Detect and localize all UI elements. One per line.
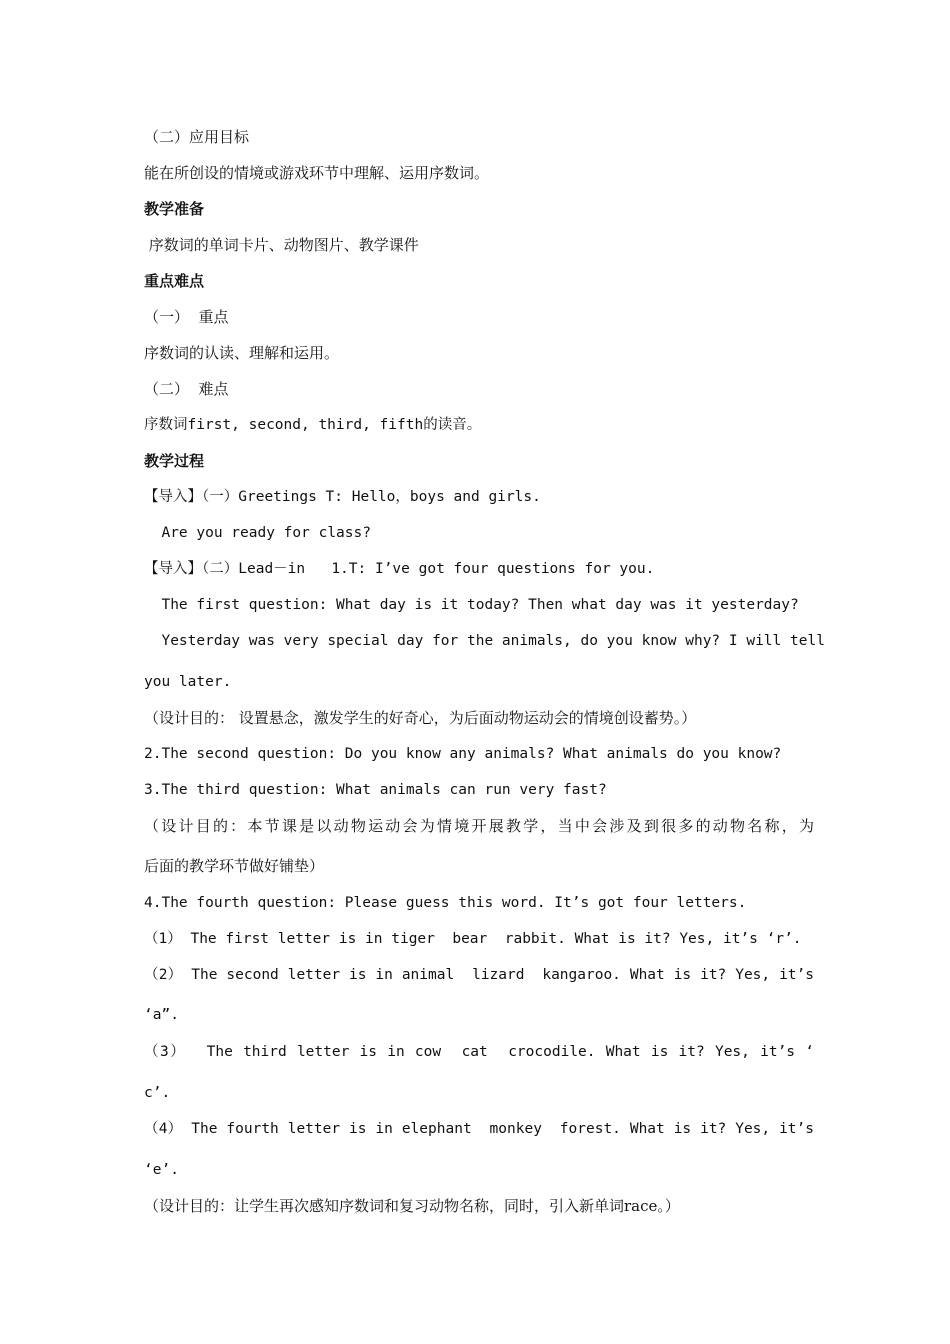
question-fourth: 4.The fourth question: Please guess this word. It’s got four letters. bbox=[144, 895, 747, 911]
subheading-difficult-point: （二） 难点 bbox=[144, 380, 229, 398]
lead-in-greetings: 【导入】（一）Greetings T: Hello，boys and girls. bbox=[144, 489, 541, 505]
question-second: 2.The second question: Do you know any animals? What animals do you know? bbox=[144, 746, 782, 762]
letter-clue-3-answer: c’. bbox=[144, 1085, 171, 1101]
section-heading-application-goal: （二）应用目标 bbox=[144, 128, 250, 146]
design-purpose-2-end: 后面的教学环节做好铺垫） bbox=[144, 857, 325, 875]
design-purpose-3: （设计目的：让学生再次感知序数词和复习动物名称，同时，引入新单词race。） bbox=[144, 1197, 680, 1215]
letter-clue-2-answer: ‘a”. bbox=[144, 1007, 179, 1023]
paragraph-preparation: 序数词的单词卡片、动物图片、教学课件 bbox=[144, 236, 419, 254]
paragraph-key-point: 序数词的认读、理解和运用。 bbox=[144, 344, 340, 362]
lead-in-ready: Are you ready for class? bbox=[144, 525, 371, 541]
heading-key-difficult-points: 重点难点 bbox=[144, 272, 205, 290]
letter-clue-4-answer: ‘e’. bbox=[144, 1162, 179, 1178]
design-purpose-2: （设计目的：本节课是以动物运动会为情境开展教学，当中会涉及到很多的动物名称，为 bbox=[144, 817, 814, 835]
paragraph-difficult-point: 序数词first, second, third, fifth的读音。 bbox=[144, 417, 482, 433]
subheading-key-point: （一） 重点 bbox=[144, 308, 229, 326]
question-first-continued: Yesterday was very special day for the animals, do you know why? I will tell bbox=[144, 633, 825, 649]
heading-teaching-process: 教学过程 bbox=[144, 452, 205, 470]
design-purpose-1: （设计目的： 设置悬念，激发学生的好奇心，为后面动物运动会的情境创设蓄势。） bbox=[144, 709, 697, 727]
question-third: 3.The third question: What animals can run very fast? bbox=[144, 782, 607, 798]
question-first-end: you later. bbox=[144, 674, 232, 690]
heading-teaching-preparation: 教学准备 bbox=[144, 200, 205, 218]
letter-clue-2: （2） The second letter is in animal lizard kangaroo. What is it? Yes, it’s bbox=[144, 967, 814, 983]
letter-clue-3: （3） The third letter is in cow cat crocodile. What is it? Yes, it’s ‘ bbox=[144, 1044, 814, 1060]
lead-in-questions: 【导入】（二）Lead－in 1.T: I’ve got four questions for you. bbox=[144, 561, 655, 577]
question-first: The first question: What day is it today? Then what day was it yesterday? bbox=[144, 597, 799, 613]
letter-clue-4: （4） The fourth letter is in elephant monkey forest. What is it? Yes, it’s bbox=[144, 1121, 814, 1137]
letter-clue-1: （1） The first letter is in tiger bear rabbit. What is it? Yes, it’s ‘r’. bbox=[144, 931, 802, 947]
paragraph-goal: 能在所创设的情境或游戏环节中理解、运用序数词。 bbox=[144, 164, 490, 182]
